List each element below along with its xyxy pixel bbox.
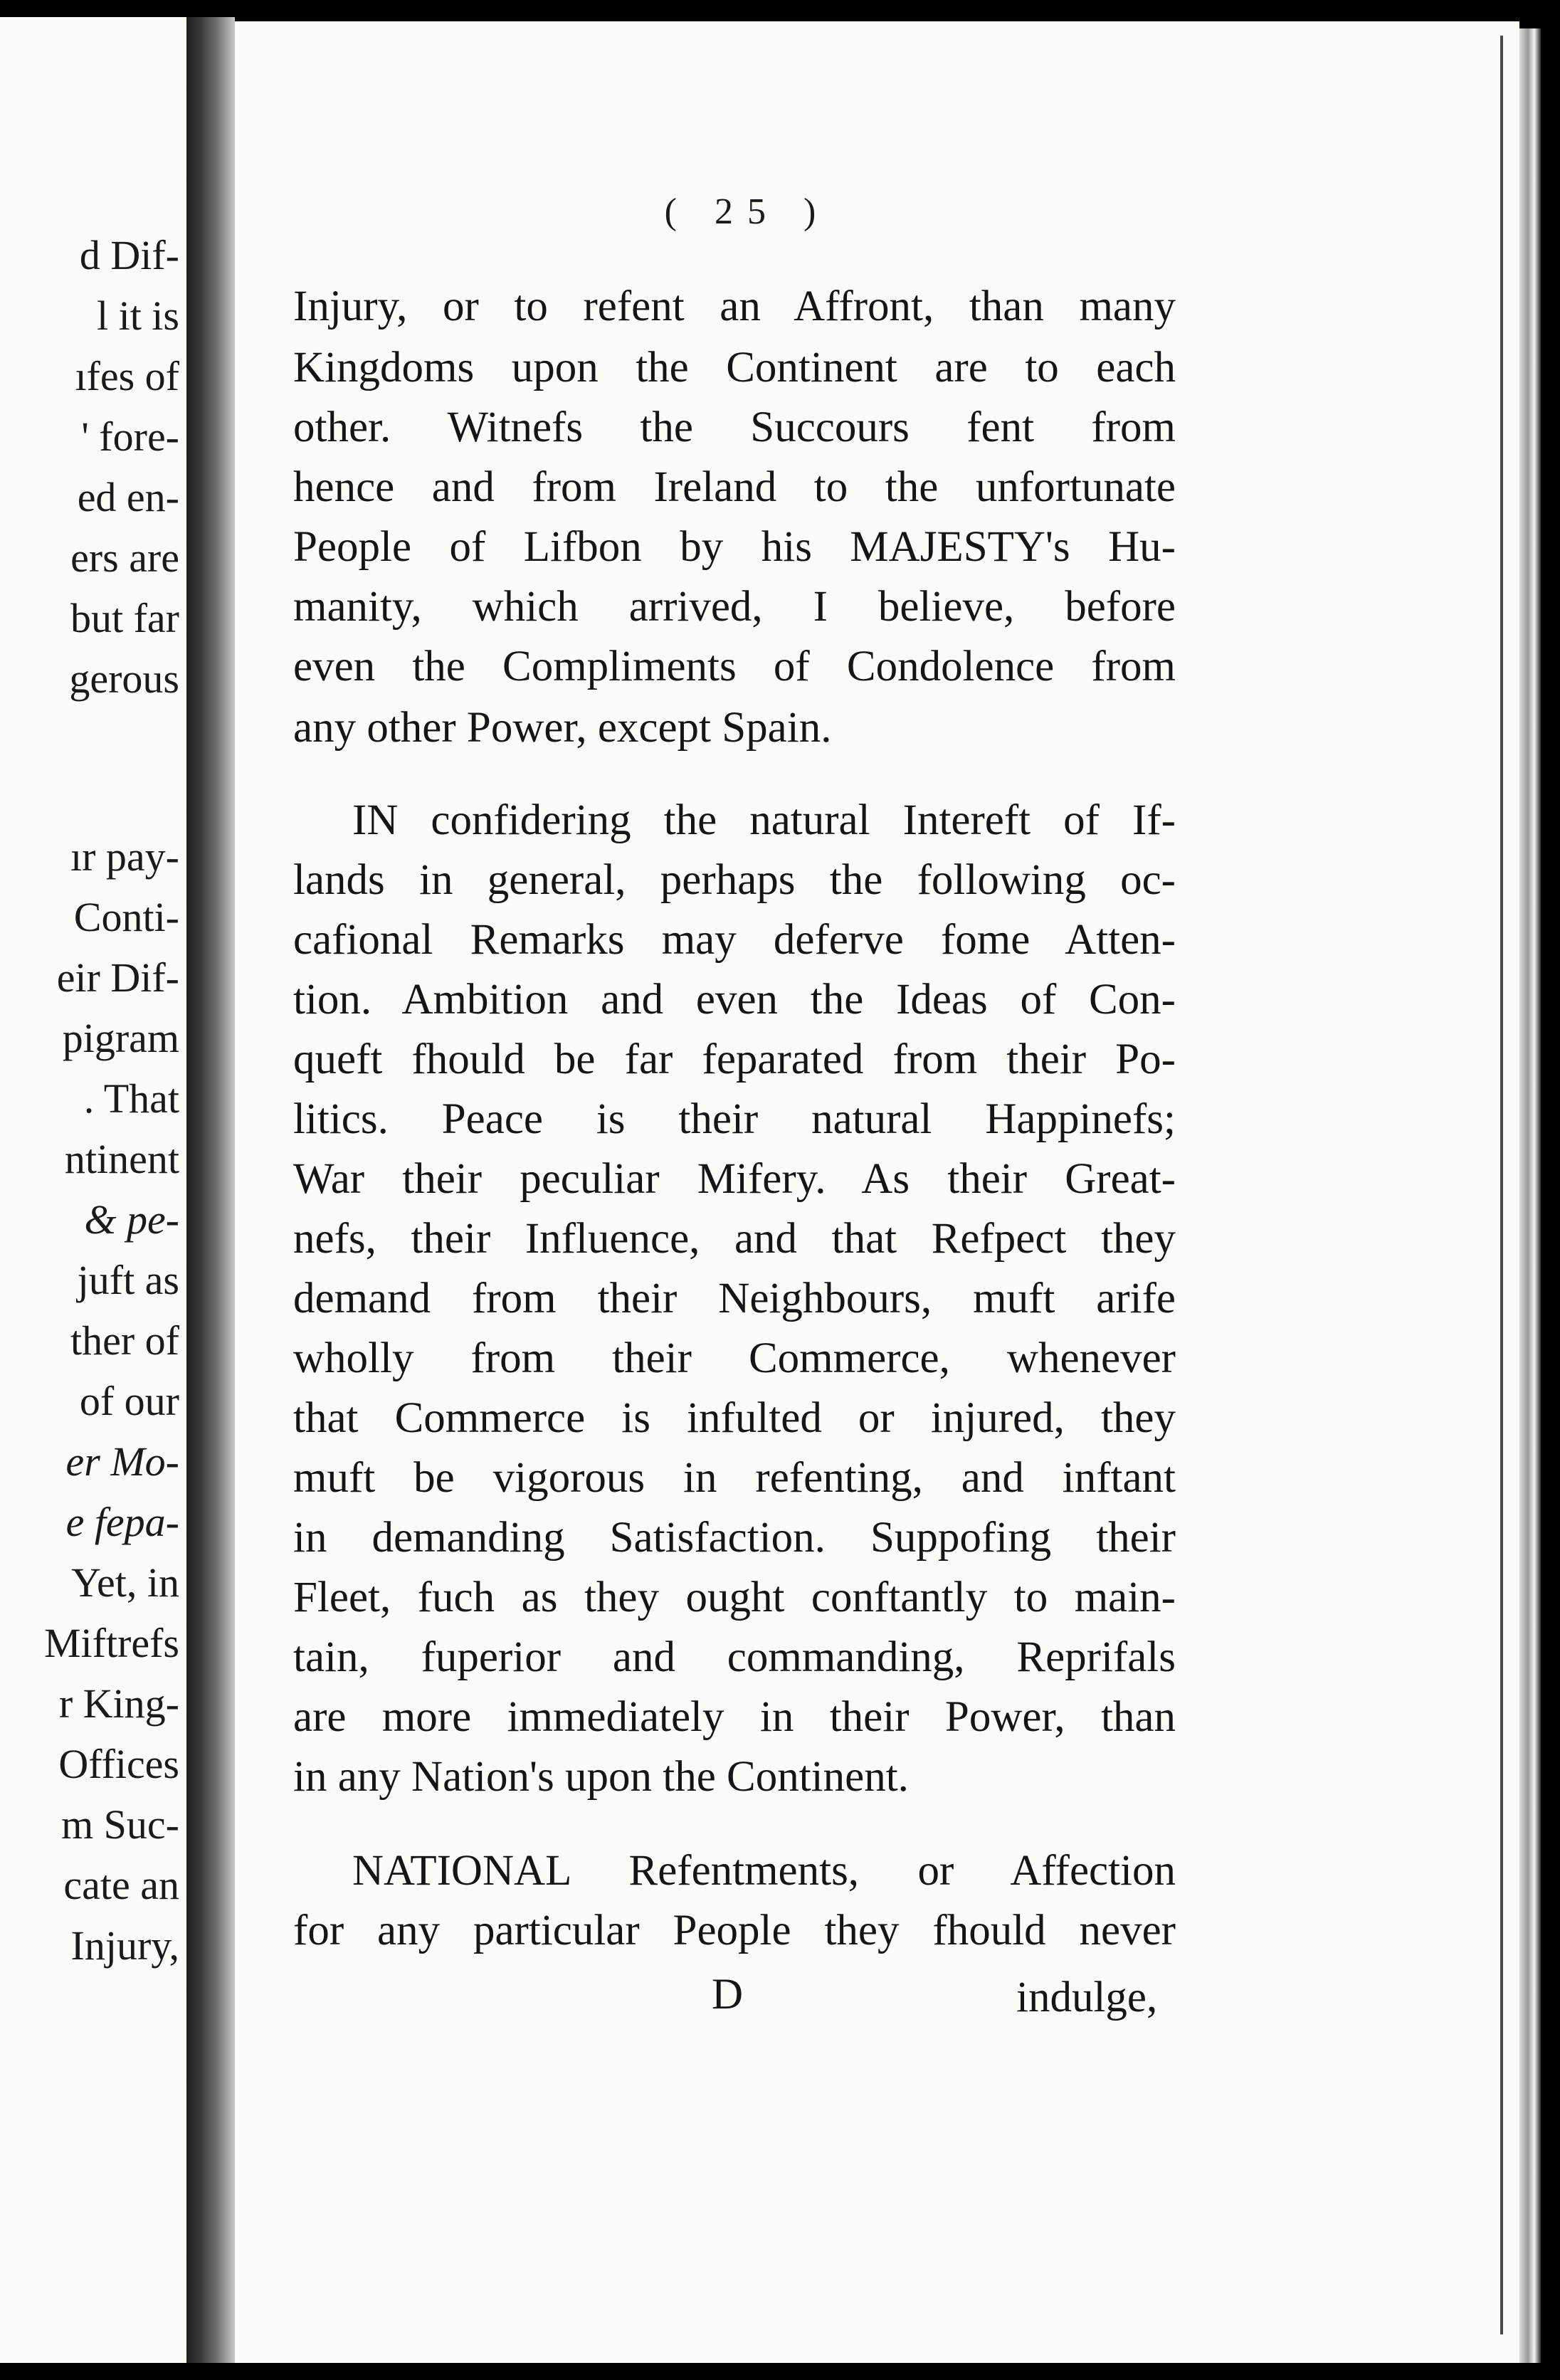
left-page-line: ' fore-: [81, 414, 179, 460]
left-page-line: juft as: [77, 1257, 179, 1303]
body-text-line: cafional Remarks may deferve fome Atten-: [293, 916, 1176, 964]
left-page-line: gerous: [69, 655, 179, 702]
left-page-line: Offices: [58, 1741, 179, 1787]
left-page-line: er Mo-: [65, 1438, 179, 1485]
body-text-line: hence and from Ireland to the unfortunate: [293, 463, 1176, 511]
body-text-line: even the Compliments of Condolence from: [293, 643, 1176, 690]
body-text-line: for any particular People they fhould never: [293, 1907, 1176, 1954]
left-page-line: Injury,: [70, 1922, 179, 1969]
left-page-line: d Dif-: [79, 232, 179, 278]
left-page-line: ıfes of: [75, 353, 179, 399]
body-text-line: NATIONAL Refentments, or Affection: [352, 1847, 1176, 1895]
left-page-line: ır pay-: [70, 833, 179, 880]
page-number: ( 25 ): [664, 191, 831, 232]
signature-mark: D: [712, 1971, 744, 2018]
body-text-line: wholly from their Commerce, whenever: [293, 1334, 1176, 1382]
left-page-line: Miftrefs: [43, 1620, 179, 1666]
body-text-line: manity, which arrived, I believe, before: [293, 583, 1176, 631]
body-text-line: that Commerce is infulted or injured, they: [293, 1394, 1176, 1442]
body-text-line: other. Witnefs the Succours fent from: [293, 404, 1176, 451]
left-page-line: but far: [70, 595, 179, 641]
body-text-line: Injury, or to refent an Affront, than many: [293, 283, 1176, 330]
body-text-line: demand from their Neighbours, muft arife: [293, 1275, 1176, 1322]
body-text-line: are more immediately in their Power, than: [293, 1693, 1176, 1741]
left-page-line: Conti-: [73, 894, 179, 940]
left-page-line: ther of: [70, 1317, 179, 1364]
body-text-line: muft be vigorous in refenting, and inftant: [293, 1454, 1176, 1502]
left-page-line: pigram: [62, 1015, 179, 1061]
body-text-line: in any Nation's upon the Continent.: [293, 1753, 909, 1801]
body-text-line: War their peculiar Mifery. As their Great-: [293, 1155, 1176, 1203]
left-page-line: ntinent: [64, 1136, 179, 1182]
body-text-line: in demanding Satisfaction. Suppofing their: [293, 1514, 1176, 1562]
body-text-line: Kingdoms upon the Continent are to each: [293, 344, 1176, 391]
body-text-line: nefs, their Influence, and that Refpect they: [293, 1215, 1176, 1263]
body-text-line: tain, fuperior and commanding, Reprifals: [293, 1633, 1176, 1681]
body-text-line: litics. Peace is their natural Happinefs;: [293, 1095, 1176, 1143]
left-page-line: ed en-: [77, 474, 179, 520]
body-text-line: tion. Ambition and even the Ideas of Con-: [293, 976, 1176, 1023]
left-page-line: of our: [79, 1378, 179, 1424]
page-edge-line: [1500, 36, 1503, 2334]
left-page-fragment: [0, 17, 186, 2363]
left-page-line: . That: [83, 1075, 179, 1122]
left-page-line: r King-: [58, 1680, 179, 1727]
left-page-line: cate an: [63, 1862, 179, 1908]
left-page-line: & pe-: [84, 1196, 179, 1243]
body-text-line: Fleet, fuch as they ought conftantly to main-: [293, 1574, 1176, 1621]
body-text-line: lands in general, perhaps the following oc-: [293, 856, 1176, 904]
left-page-line: eir Dif-: [56, 954, 179, 1001]
left-page-line: Yet, in: [70, 1559, 179, 1606]
body-text-line: People of Lifbon by his MAJESTY's Hu-: [293, 523, 1176, 571]
book-gutter: [186, 17, 235, 2363]
catchword: indulge,: [1016, 1974, 1158, 2021]
left-page-line: ers are: [70, 535, 179, 581]
left-page-line: l it is: [96, 293, 179, 339]
page-edge: [1519, 28, 1541, 2363]
left-page-line: e fepa-: [65, 1499, 179, 1545]
body-text-line: any other Power, except Spain.: [293, 704, 832, 752]
body-text-line: queft fhould be far feparated from their Po-: [293, 1036, 1176, 1083]
body-text-line: IN confidering the natural Intereft of If-: [352, 796, 1176, 844]
left-page-line: m Suc-: [61, 1801, 179, 1848]
